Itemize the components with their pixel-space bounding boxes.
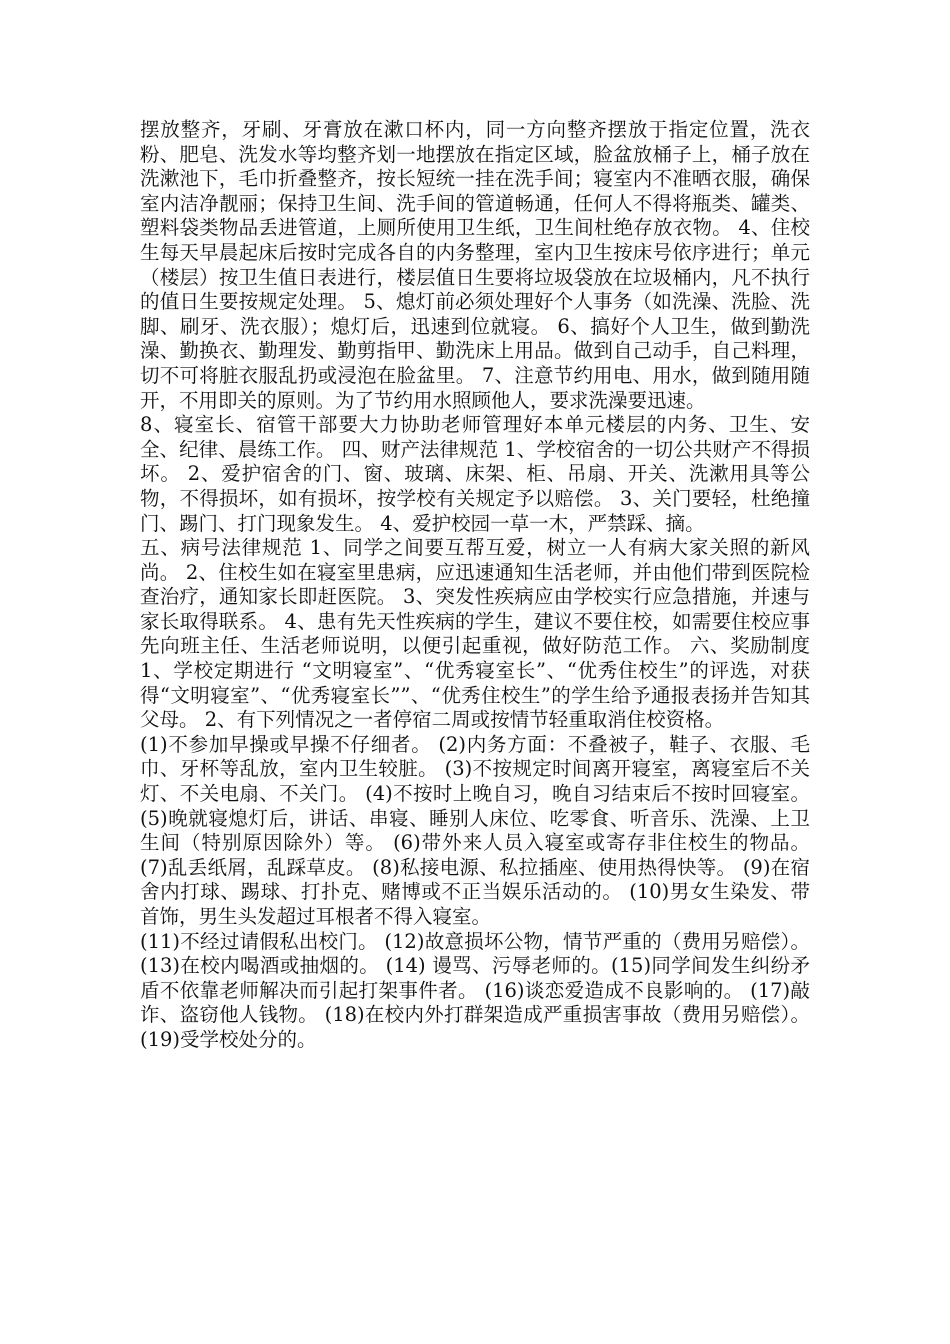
paragraph-violations-11-19: (11)不经过请假私出校门。 (12)故意损坏公物，情节严重的（费用另赔偿）。 (13)在校内喝酒或抽烟的。 (14) 谩骂、污辱老师的。(15)同学间发生纠纷矛盾不依靠老师解决而引起打架事件者。 (16)谈恋爱造成不良影响的。 (17)敲诈、盗窃他人钱物。 (18)在校内外打群架造成严重损害事故（费用另赔偿）。 (19)受学校处分的。 bbox=[140, 929, 810, 1051]
paragraph-property-rules: 8、寝室长、宿管干部要大力协助老师管理好本单元楼层的内务、卫生、安全、纪律、晨练工作。 四、财产法律规范 1、学校宿舍的一切公共财产不得损坏。 2、爱护宿舍的门、窗、玻璃、床架、柜、吊扇、开关、洗漱用具等公物，不得损坏，如有损坏，按学校有关规定予以赔偿。 3、关门要轻，杜绝撞门、踢门、打门现象发生。 4、爱护校园一草一木，严禁踩、摘。 bbox=[140, 413, 810, 535]
document-body bbox=[140, 118, 810, 1053]
paragraph-illness-and-rewards: 五、病号法律规范 1、同学之间要互帮互爱，树立一人有病大家关照的新风尚。 2、住校生如在寝室里患病，应迅速通知生活老师，并由他们带到医院检查治疗，通知家长即赶医院。 3、突发性疾病应由学校实行应急措施，并速与家长取得联系。 4、患有先天性疾病的学生，建议不要住校，如需要住校应事先向班主任、生活老师说明，以便引起重视，做好防范工作。 六、奖励制度 1、学校定期进行 “文明寝室”、“优秀寝室长”、“优秀住校生”的评选，对获得“文明寝室”、“优秀寝室长””、“优秀住校生”的学生给予通报表扬并告知其父母。 2、有下列情况之一者停宿二周或按情节轻重取消住校资格。 bbox=[140, 536, 810, 732]
paragraph-dormitory-hygiene: 摆放整齐，牙刷、牙膏放在漱口杯内，同一方向整齐摆放于指定位置，洗衣粉、肥皂、洗发水等均整齐划一地摆放在指定区域，脸盆放桶子上，桶子放在洗漱池下，毛巾折叠整齐，按长短统一挂在洗手间；寝室内不准晒衣服，确保室内洁净靓丽；保持卫生间、洗手间的管道畅通，任何人不得将瓶类、罐类、塑料袋类物品丢进管道，上厕所使用卫生纸，卫生间杜绝存放衣物。 4、住校生每天早晨起床后按时完成各自的内务整理，室内卫生按床号依序进行；单元（楼层）按卫生值日表进行，楼层值日生要将垃圾袋放在垃圾桶内，凡不执行的值日生要按规定处理。 5、熄灯前必须处理好个人事务（如洗澡、洗脸、洗脚、刷牙、洗衣服）；熄灯后，迅速到位就寝。 6、搞好个人卫生，做到勤洗澡、勤换衣、勤理发、勤剪指甲、勤洗床上用品。做到自己动手，自己料理，切不可将脏衣服乱扔或浸泡在脸盆里。 7、注意节约用电、用水，做到随用随开，不用即关的原则。为了节约用水照顾他人，要求洗澡要迅速。 bbox=[140, 118, 810, 412]
paragraph-violations-1-10: (1)不参加早操或早操不仔细者。 (2)内务方面：不叠被子，鞋子、衣服、毛巾、牙杯等乱放，室内卫生较脏。 (3)不按规定时间离开寝室，离寝室后不关灯、不关电扇、不关门。 (4)不按时上晚自习，晚自习结束后不按时回寝室。 (5)晚就寝熄灯后，讲话、串寝、睡别人床位、吃零食、听音乐、洗澡、上卫生间（特别原因除外）等。 (6)带外来人员入寝室或寄存非住校生的物品。 (7)乱丢纸屑，乱踩草皮。 (8)私接电源、私拉插座、使用热得快等。 (9)在宿舍内打球、踢球、打扑克、赌博或不正当娱乐活动的。 (10)男女生染发、带首饰，男生头发超过耳根者不得入寝室。 bbox=[140, 732, 810, 928]
